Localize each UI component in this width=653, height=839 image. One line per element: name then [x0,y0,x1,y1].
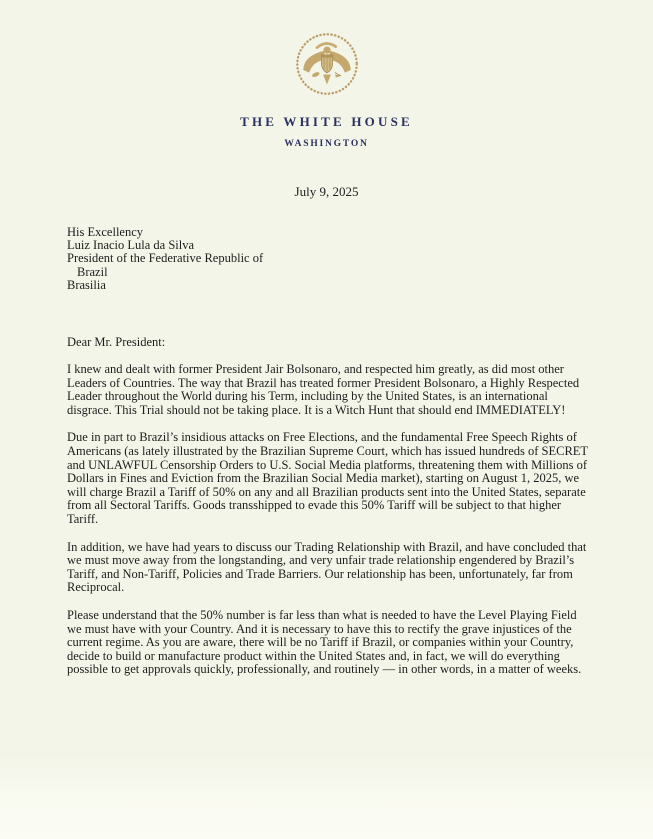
recipient-line-city: Brasilia [67,277,106,292]
body-paragraph-4: Please understand that the 50% number is far less than what is needed to have the Level Playing Field we must have with your Country. And it is necessary to have this to rectify the grave injustices of the current regime. As you are aware, there will be no Tariff if Brazil, or companies within your Country, decide to build or manufacture product within the United States and, in fact, we will do everything possible to get approvals quickly, professionally, and routinely — in other words, in a matter of weeks. [67,607,582,677]
letterhead [0,0,653,149]
letter-body [67,363,594,677]
recipient-line-country: Brazil [77,264,108,279]
recipient-line-name: Luiz Inacio Lula da Silva [67,238,195,253]
salutation: Dear Mr. President: [67,335,166,350]
body-paragraph-1: I knew and dealt with former President Jair Bolsonaro, and respected him greatly, as did most other Leaders of Countries. The way that Brazil has treated former President Bolsonaro, a Highly Respected Leader throughout the World during his Term, including by the United States, is an international disgrace. This Trial should not be taking place. It is a Witch Hunt that should end IMMEDIATELY! [67,362,580,417]
presidential-seal-icon [294,31,360,97]
body-paragraph-2: Due in part to Brazil’s insidious attacks on Free Elections, and the fundamental Free Speech Rights of Americans (as lately illustrated by the Brazilian Supreme Court, which has issued hundreds of SECRET and UNLAWFUL Censorship Orders to U.S. Social Media platforms, threatening them with Millions of Dollars in Fines and Eviction from the Brazilian Social Media market), starting on August 1, 2025, we will charge Brazil a Tariff of 50% on any and all Brazilian products sent into the United States, separate from all Sectoral Tariffs. Goods transshipped to evade this 50% Tariff will be subject to that higher Tariff. [67,430,588,526]
letterhead-location: WASHINGTON [284,139,369,149]
recipient-address [67,226,653,292]
recipient-line-honorific: His Excellency [67,225,144,239]
letterhead-org-name: THE WHITE HOUSE [240,114,413,129]
body-paragraph-3: In addition, we have had years to discuss our Trading Relationship with Brazil, and have concluded that we must move away from the longstanding, and very unfair trade relationship engendered by Brazil’s Tariff, and Non-Tariff, Policies and Trade Barriers. Our relationship has been, unfortunately, far from Reciprocal. [67,539,587,595]
recipient-line-title: President of the Federative Republic of [67,251,264,266]
date-line: July 9, 2025 [294,184,359,199]
